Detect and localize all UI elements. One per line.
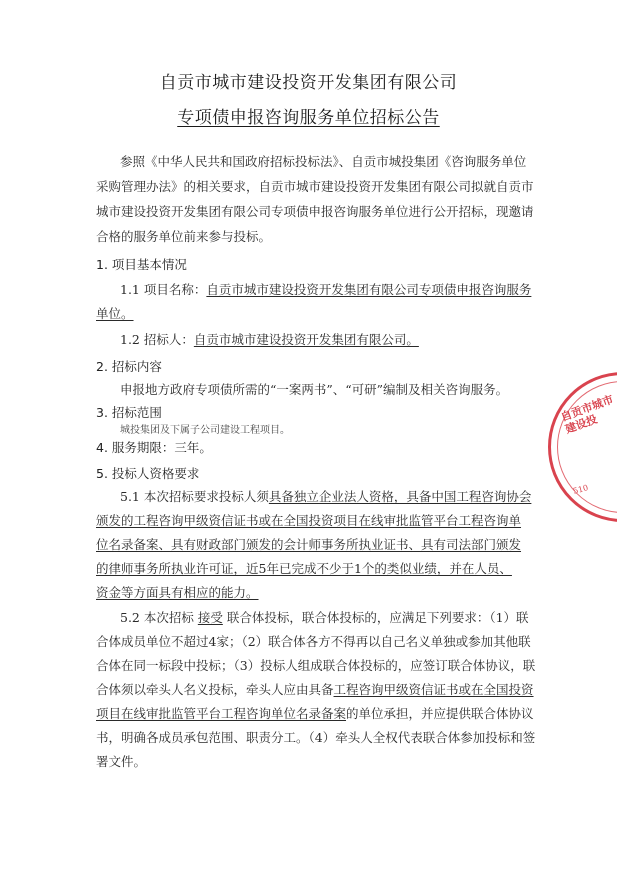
para-5-1-line: 颁发的工程咨询甲级资信证书或在全国投资项目在线审批监管平台工程咨询单 (96, 513, 522, 528)
para-5-2-line (96, 704, 534, 722)
para-5-1-line: 资金等方面具有相应的能力。 (96, 585, 259, 600)
subtitle-text: 专项债申报咨询服务单位招标公告 (177, 108, 440, 128)
intro-line: 采购管理办法》的相关要求，自贡市城市建设投资开发集团有限公司拟就自贡市 (96, 179, 534, 194)
para-5-1-line: 的律师事务所执业许可证，近5年已完成不少于1个的类似业绩，并在人员、 (96, 561, 512, 576)
intro-line: 合格的服务单位前来参与投标。 (96, 229, 272, 244)
intro-line: 城市建设投资开发集团有限公司专项债申报咨询服务单位进行公开招标，现邀请 (96, 204, 534, 219)
para-5-2-line: 署文件。 (96, 754, 147, 769)
section-heading: 2. 招标内容 (96, 359, 162, 374)
text-run: 的单位承担，并应提供联合体协议 (346, 706, 534, 721)
section-heading: 3. 招标范围 (96, 405, 162, 420)
underlined-run: 接受 (197, 610, 223, 625)
item-value-cont: 单位。 (96, 306, 134, 321)
para-5-2-line: 合体成员单位不超过4家；（2）联合体各方不得再以自己名义单独或参加其他联 (96, 634, 531, 649)
text-run: 合体须以牵头人名义投标，牵头人应由具备 (96, 682, 334, 697)
para-5-2-line: 合体在同一标段中投标；（3）投标人组成联合体投标的，应签订联合体协议，联 (96, 658, 536, 673)
document-subtitle (0, 103, 617, 128)
section-heading: 5. 投标人资格要求 (96, 466, 200, 481)
underlined-run: 具备独立企业法人资格，具备中国工程咨询协会 (268, 489, 532, 504)
text-run: 5.1 本次招标要求投标人须 (120, 489, 269, 504)
underlined-run: 工程咨询甲级资信证书或在全国投资 (333, 682, 534, 697)
seal-text: 自贡市城市建设投 (559, 392, 616, 437)
underlined-run: 项目在线审批监管平台工程咨询单位名录备案 (96, 706, 347, 721)
seal-number: 510 (572, 483, 590, 496)
document-title: 自贡市城市建设投资开发集团有限公司 (159, 73, 458, 93)
para-5-1-line (120, 487, 531, 505)
section-text: 城投集团及下属子公司建设工程项目。 (120, 425, 290, 436)
item-value: 自贡市城市建设投资开发集团有限公司专项债申报咨询服务 (206, 282, 532, 297)
section-heading: 4. 服务期限：三年。 (96, 440, 212, 455)
para-5-2-line: 书，明确各成员承包范围、职责分工。（4）牵头人全权代表联合体参加投标和签 (96, 730, 536, 745)
company-seal (548, 372, 617, 522)
text-run: 联合体投标，联合体投标的，应满足下列要求：（1）联 (222, 610, 529, 625)
section-text: 申报地方政府专项债所需的“一案两书”、“可研”编制及相关咨询服务。 (120, 382, 509, 397)
item-1-1 (120, 280, 531, 298)
para-5-2-line (96, 680, 534, 698)
intro-line: 参照《中华人民共和国政府招标投标法》、自贡市城投集团《咨询服务单位 (120, 154, 527, 169)
text-run: 5.2 本次招标 (120, 610, 198, 625)
para-5-1-line: 位名录备案、具有财政部门颁发的会计师事务所执业证书、具有司法部门颁发 (96, 537, 522, 552)
item-1-2 (120, 330, 419, 348)
para-5-2-line (120, 608, 529, 626)
section-heading: 1. 项目基本情况 (96, 257, 187, 272)
item-label: 1.2 招标人： (120, 332, 194, 347)
item-label: 1.1 项目名称： (120, 282, 207, 297)
item-value: 自贡市城市建设投资开发集团有限公司。 (193, 332, 419, 347)
